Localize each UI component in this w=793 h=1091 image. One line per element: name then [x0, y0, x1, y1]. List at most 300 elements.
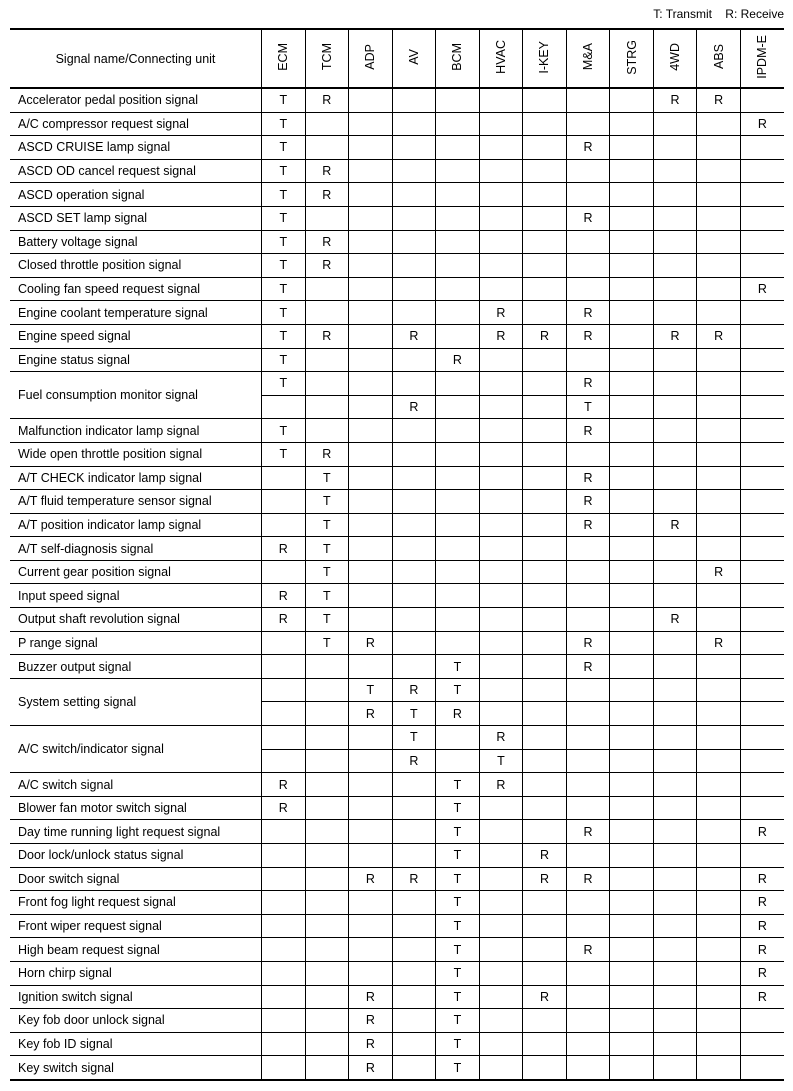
signal-cell: [653, 136, 697, 160]
signal-cell: T: [262, 442, 306, 466]
signal-cell: [523, 726, 567, 750]
signal-cell: [697, 608, 741, 632]
signal-cell: [523, 749, 567, 773]
unit-header-abs: ABS: [697, 29, 741, 88]
signal-cell: [436, 608, 480, 632]
signal-cell: [305, 820, 349, 844]
signal-cell: T: [262, 372, 306, 396]
signal-cell: [523, 938, 567, 962]
signal-cell: [653, 773, 697, 797]
signal-cell: [392, 1032, 436, 1056]
signal-name: A/C switch signal: [10, 773, 262, 797]
signal-cell: [305, 301, 349, 325]
signal-cell: R: [262, 608, 306, 632]
signal-cell: [653, 844, 697, 868]
signal-cell: [262, 560, 306, 584]
signal-cell: [349, 961, 393, 985]
signal-cell: [392, 348, 436, 372]
signal-cell: [479, 348, 523, 372]
unit-header-tcm: TCM: [305, 29, 349, 88]
signal-cell: T: [436, 820, 480, 844]
signal-cell: [479, 537, 523, 561]
signal-cell: [349, 584, 393, 608]
signal-cell: [305, 891, 349, 915]
signal-cell: [523, 608, 567, 632]
signal-cell: [610, 442, 654, 466]
table-row: [10, 1056, 784, 1080]
signal-cell: [436, 230, 480, 254]
signal-cell: [523, 773, 567, 797]
signal-cell: [610, 914, 654, 938]
signal-cell: [479, 206, 523, 230]
signal-name: Door lock/unlock status signal: [10, 844, 262, 868]
signal-cell: [392, 136, 436, 160]
signal-cell: R: [392, 678, 436, 702]
table-row: [10, 726, 784, 750]
signal-cell: [697, 891, 741, 915]
signal-cell: T: [305, 560, 349, 584]
signal-cell: [392, 1009, 436, 1033]
signal-cell: R: [653, 513, 697, 537]
signal-cell: T: [436, 1032, 480, 1056]
signal-cell: R: [392, 867, 436, 891]
signal-cell: [305, 419, 349, 443]
signal-cell: [262, 1009, 306, 1033]
signal-cell: [566, 584, 610, 608]
signal-cell: [740, 301, 784, 325]
signal-cell: [697, 844, 741, 868]
signal-cell: [479, 844, 523, 868]
signal-cell: [523, 914, 567, 938]
signal-cell: [392, 159, 436, 183]
signal-cell: [697, 395, 741, 419]
signal-cell: [479, 961, 523, 985]
signal-cell: [653, 938, 697, 962]
signal-cell: T: [436, 1056, 480, 1080]
signal-name: Engine status signal: [10, 348, 262, 372]
signal-cell: [697, 466, 741, 490]
signal-cell: [697, 867, 741, 891]
signal-cell: [610, 584, 654, 608]
signal-cell: T: [305, 490, 349, 514]
signal-cell: [262, 844, 306, 868]
signal-cell: [653, 490, 697, 514]
signal-cell: [523, 277, 567, 301]
signal-cell: R: [697, 631, 741, 655]
signal-cell: [305, 206, 349, 230]
signal-cell: [523, 230, 567, 254]
signal-cell: [697, 584, 741, 608]
signal-cell: [566, 773, 610, 797]
signal-cell: T: [262, 183, 306, 207]
signal-cell: [740, 749, 784, 773]
signal-cell: [436, 584, 480, 608]
signal-cell: [740, 159, 784, 183]
signal-cell: [523, 372, 567, 396]
signal-cell: [305, 136, 349, 160]
signal-cell: [610, 513, 654, 537]
signal-cell: [523, 348, 567, 372]
signal-cell: R: [262, 537, 306, 561]
signal-cell: [349, 442, 393, 466]
table-row: [10, 938, 784, 962]
signal-cell: [523, 112, 567, 136]
signal-cell: R: [740, 867, 784, 891]
signal-cell: [697, 1056, 741, 1080]
signal-cell: [262, 891, 306, 915]
signal-cell: [479, 655, 523, 679]
signal-cell: [305, 796, 349, 820]
signal-cell: [392, 914, 436, 938]
signal-cell: R: [305, 324, 349, 348]
signal-cell: [740, 1032, 784, 1056]
signal-cell: [740, 631, 784, 655]
signal-cell: [653, 702, 697, 726]
signal-cell: R: [653, 88, 697, 112]
signal-cell: [740, 206, 784, 230]
table-row: [10, 773, 784, 797]
signal-cell: [523, 419, 567, 443]
signal-cell: R: [349, 1056, 393, 1080]
signal-cell: R: [740, 938, 784, 962]
signal-cell: [392, 301, 436, 325]
signal-cell: [305, 655, 349, 679]
signal-cell: [305, 773, 349, 797]
signal-cell: T: [392, 726, 436, 750]
signal-cell: [740, 726, 784, 750]
signal-cell: [262, 820, 306, 844]
signal-cell: R: [566, 513, 610, 537]
signal-cell: T: [436, 796, 480, 820]
signal-cell: [349, 254, 393, 278]
signal-cell: [653, 749, 697, 773]
table-row: [10, 631, 784, 655]
signal-name: Cooling fan speed request signal: [10, 277, 262, 301]
signal-cell: [479, 985, 523, 1009]
table-row: [10, 206, 784, 230]
signal-cell: R: [523, 867, 567, 891]
signal-name: Key fob ID signal: [10, 1032, 262, 1056]
signal-cell: [479, 678, 523, 702]
signal-cell: [523, 1056, 567, 1080]
signal-cell: [523, 206, 567, 230]
signal-cell: [697, 206, 741, 230]
table-row: [10, 466, 784, 490]
signal-cell: [566, 914, 610, 938]
signal-cell: [436, 206, 480, 230]
signal-cell: [305, 112, 349, 136]
signal-cell: [479, 796, 523, 820]
signal-cell: R: [653, 608, 697, 632]
signal-cell: T: [262, 136, 306, 160]
signal-cell: [566, 537, 610, 561]
signal-cell: [305, 1009, 349, 1033]
signal-cell: [653, 277, 697, 301]
signal-cell: [479, 560, 523, 584]
signal-cell: [436, 442, 480, 466]
signal-cell: T: [436, 961, 480, 985]
signal-cell: [479, 183, 523, 207]
can-signal-table: [10, 28, 784, 1081]
signal-cell: [697, 773, 741, 797]
signal-cell: [523, 820, 567, 844]
signal-cell: [697, 301, 741, 325]
signal-cell: R: [523, 844, 567, 868]
signal-cell: [740, 773, 784, 797]
signal-cell: [653, 655, 697, 679]
unit-header-ecm: ECM: [262, 29, 306, 88]
signal-cell: [610, 348, 654, 372]
signal-cell: [697, 112, 741, 136]
table-row: [10, 537, 784, 561]
signal-cell: [392, 985, 436, 1009]
signal-cell: [436, 88, 480, 112]
signal-cell: [740, 490, 784, 514]
signal-cell: [349, 88, 393, 112]
signal-cell: R: [305, 442, 349, 466]
signal-cell: [610, 254, 654, 278]
signal-cell: [566, 891, 610, 915]
signal-cell: [392, 88, 436, 112]
signal-cell: [610, 796, 654, 820]
signal-cell: [740, 584, 784, 608]
signal-cell: [697, 820, 741, 844]
signal-cell: R: [740, 961, 784, 985]
signal-cell: [697, 537, 741, 561]
signal-cell: [653, 419, 697, 443]
signal-cell: [349, 537, 393, 561]
signal-cell: [349, 914, 393, 938]
signal-cell: T: [436, 1009, 480, 1033]
signal-cell: [436, 631, 480, 655]
signal-cell: [610, 112, 654, 136]
signal-cell: R: [436, 348, 480, 372]
signal-cell: [436, 560, 480, 584]
signal-cell: [740, 608, 784, 632]
signal-name: Input speed signal: [10, 584, 262, 608]
signal-cell: [349, 419, 393, 443]
signal-cell: [305, 678, 349, 702]
signal-cell: [610, 136, 654, 160]
table-row: [10, 348, 784, 372]
signal-cell: [740, 1056, 784, 1080]
signal-cell: [392, 1056, 436, 1080]
signal-cell: [610, 560, 654, 584]
unit-header-m-and-a: M&A: [566, 29, 610, 88]
unit-header-adp: ADP: [349, 29, 393, 88]
signal-cell: [349, 773, 393, 797]
signal-cell: [262, 749, 306, 773]
signal-cell: [523, 183, 567, 207]
signal-cell: [697, 490, 741, 514]
signal-cell: [610, 395, 654, 419]
signal-name: ASCD SET lamp signal: [10, 206, 262, 230]
signal-cell: T: [436, 678, 480, 702]
signal-cell: [262, 961, 306, 985]
signal-cell: [349, 112, 393, 136]
signal-cell: [436, 419, 480, 443]
signal-cell: T: [436, 985, 480, 1009]
signal-cell: [697, 442, 741, 466]
signal-name: Key fob door unlock signal: [10, 1009, 262, 1033]
signal-cell: [566, 678, 610, 702]
signal-cell: R: [523, 985, 567, 1009]
signal-cell: T: [262, 159, 306, 183]
signal-cell: [697, 938, 741, 962]
signal-cell: T: [262, 88, 306, 112]
signal-cell: [610, 419, 654, 443]
signal-cell: T: [436, 655, 480, 679]
signal-cell: [523, 702, 567, 726]
signal-cell: [697, 372, 741, 396]
signal-cell: [523, 466, 567, 490]
signal-cell: [523, 395, 567, 419]
signal-cell: R: [566, 301, 610, 325]
signal-cell: [479, 230, 523, 254]
signal-cell: [523, 442, 567, 466]
signal-cell: [305, 844, 349, 868]
signal-cell: [349, 466, 393, 490]
legend: T: Transmit R: Receive: [653, 7, 784, 21]
signal-cell: [523, 1032, 567, 1056]
signal-cell: [566, 88, 610, 112]
signal-cell: [392, 891, 436, 915]
signal-cell: [653, 442, 697, 466]
signal-cell: [523, 88, 567, 112]
signal-cell: [610, 466, 654, 490]
signal-cell: [697, 914, 741, 938]
signal-cell: [610, 230, 654, 254]
signal-name: Accelerator pedal position signal: [10, 88, 262, 112]
signal-cell: [653, 159, 697, 183]
signal-cell: [479, 466, 523, 490]
signal-cell: [610, 961, 654, 985]
signal-cell: T: [349, 678, 393, 702]
signal-cell: [392, 230, 436, 254]
signal-cell: T: [262, 324, 306, 348]
signal-cell: [392, 820, 436, 844]
signal-cell: [653, 348, 697, 372]
signal-cell: [740, 324, 784, 348]
signal-cell: [523, 631, 567, 655]
signal-cell: [740, 1009, 784, 1033]
signal-name: ASCD CRUISE lamp signal: [10, 136, 262, 160]
signal-cell: [436, 159, 480, 183]
signal-cell: [740, 395, 784, 419]
signal-cell: [436, 749, 480, 773]
signal-cell: [349, 136, 393, 160]
signal-cell: [392, 844, 436, 868]
signal-cell: R: [349, 631, 393, 655]
signal-cell: [610, 301, 654, 325]
signal-cell: [436, 277, 480, 301]
signal-cell: T: [436, 914, 480, 938]
signal-cell: [610, 88, 654, 112]
signal-name: Current gear position signal: [10, 560, 262, 584]
signal-cell: [653, 183, 697, 207]
signal-name: Day time running light request signal: [10, 820, 262, 844]
table-row: [10, 183, 784, 207]
signal-cell: [610, 844, 654, 868]
signal-name: Horn chirp signal: [10, 961, 262, 985]
signal-cell: R: [566, 136, 610, 160]
signal-cell: [653, 961, 697, 985]
signal-cell: R: [523, 324, 567, 348]
signal-cell: [479, 702, 523, 726]
signal-cell: [740, 513, 784, 537]
signal-name: Front wiper request signal: [10, 914, 262, 938]
signal-cell: [349, 206, 393, 230]
signal-cell: [392, 466, 436, 490]
table-row: [10, 655, 784, 679]
signal-cell: [436, 537, 480, 561]
signal-cell: [479, 914, 523, 938]
signal-cell: R: [566, 206, 610, 230]
table-row: [10, 820, 784, 844]
signal-cell: [305, 938, 349, 962]
signal-cell: [479, 1032, 523, 1056]
signal-name: Ignition switch signal: [10, 985, 262, 1009]
signal-cell: [479, 88, 523, 112]
table-row: [10, 560, 784, 584]
signal-cell: [610, 678, 654, 702]
signal-cell: [349, 560, 393, 584]
signal-cell: R: [392, 749, 436, 773]
signal-cell: R: [349, 985, 393, 1009]
signal-cell: R: [479, 301, 523, 325]
signal-name: Battery voltage signal: [10, 230, 262, 254]
signal-cell: [262, 631, 306, 655]
signal-cell: [653, 820, 697, 844]
signal-cell: R: [566, 631, 610, 655]
table-row: [10, 490, 784, 514]
signal-cell: [262, 914, 306, 938]
signal-cell: [479, 112, 523, 136]
signal-cell: [697, 678, 741, 702]
signal-cell: T: [436, 773, 480, 797]
signal-cell: [610, 702, 654, 726]
signal-cell: R: [566, 372, 610, 396]
table-row: [10, 324, 784, 348]
signal-cell: [349, 796, 393, 820]
signal-cell: [479, 254, 523, 278]
signal-cell: [523, 678, 567, 702]
signal-cell: R: [566, 490, 610, 514]
signal-cell: R: [305, 230, 349, 254]
signal-cell: [610, 537, 654, 561]
signal-cell: R: [740, 112, 784, 136]
signal-cell: [610, 277, 654, 301]
signal-cell: T: [262, 230, 306, 254]
signal-cell: [566, 348, 610, 372]
unit-header-ipdm-e: IPDM-E: [740, 29, 784, 88]
signal-name: A/T CHECK indicator lamp signal: [10, 466, 262, 490]
signal-cell: T: [436, 867, 480, 891]
signal-cell: [305, 372, 349, 396]
signal-cell: [392, 608, 436, 632]
signal-cell: [653, 301, 697, 325]
table-row: [10, 230, 784, 254]
signal-cell: [262, 490, 306, 514]
signal-cell: [610, 1009, 654, 1033]
signal-cell: R: [566, 419, 610, 443]
signal-cell: [610, 372, 654, 396]
signal-name: Engine coolant temperature signal: [10, 301, 262, 325]
signal-cell: [479, 419, 523, 443]
signal-name: P range signal: [10, 631, 262, 655]
signal-cell: [566, 985, 610, 1009]
signal-cell: [566, 159, 610, 183]
